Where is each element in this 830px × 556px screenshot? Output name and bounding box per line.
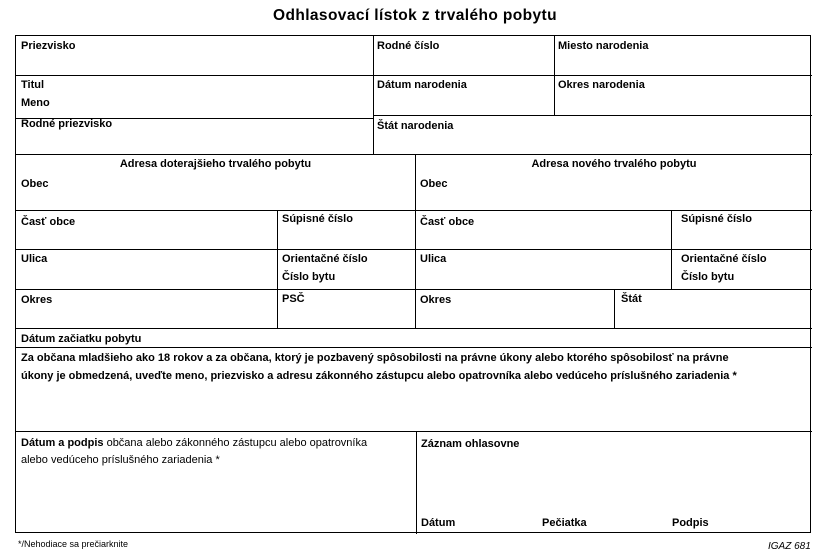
peciatka-label: Pečiatka bbox=[542, 517, 587, 529]
miesto-narodenia-label: Miesto narodenia bbox=[558, 40, 649, 52]
new-orientacne-cislo-label: Orientačné číslo bbox=[681, 253, 767, 265]
row-divider bbox=[373, 115, 812, 116]
new-stat-label: Štát bbox=[621, 293, 642, 305]
row-divider bbox=[16, 210, 812, 211]
form-code: IGAZ 681 bbox=[768, 541, 811, 552]
new-address-header: Adresa nového trvalého pobytu bbox=[531, 158, 697, 170]
old-cislo-bytu-label: Číslo bytu bbox=[282, 271, 336, 283]
podpis-label: Podpis bbox=[672, 517, 709, 529]
col-divider bbox=[554, 36, 555, 115]
new-okres-label: Okres bbox=[420, 294, 452, 306]
row-divider bbox=[16, 347, 812, 348]
old-cast-obce-label: Časť obce bbox=[21, 216, 76, 228]
meno-label: Meno bbox=[21, 97, 50, 109]
row-divider bbox=[16, 289, 812, 290]
new-cast-obce-label: Časť obce bbox=[420, 216, 475, 228]
datum-narodenia-label: Dátum narodenia bbox=[377, 79, 467, 91]
old-ulica-label: Ulica bbox=[21, 253, 48, 265]
col-divider bbox=[415, 154, 416, 328]
rodne-priezvisko-label: Rodné priezvisko bbox=[21, 118, 113, 130]
new-ulica-label: Ulica bbox=[420, 253, 447, 265]
titul-label: Titul bbox=[21, 79, 45, 91]
datum-zaciatku-label: Dátum začiatku pobytu bbox=[21, 333, 142, 345]
signature-label bbox=[21, 435, 411, 469]
priezvisko-label: Priezvisko bbox=[21, 40, 76, 52]
old-psc-label: PSČ bbox=[282, 293, 305, 305]
old-orientacne-cislo-label: Orientačné číslo bbox=[282, 253, 368, 265]
guardian-note bbox=[21, 349, 811, 385]
signature-rest-line2: alebo vedúceho príslušného zariadenia * bbox=[21, 454, 220, 466]
rodne-cislo-label: Rodné číslo bbox=[377, 40, 440, 52]
col-divider bbox=[614, 289, 615, 328]
old-okres-label: Okres bbox=[21, 294, 53, 306]
col-divider bbox=[373, 36, 374, 154]
old-supisne-cislo-label: Súpisné číslo bbox=[282, 213, 353, 225]
col-divider bbox=[671, 210, 672, 289]
new-cislo-bytu-label: Číslo bytu bbox=[681, 271, 735, 283]
col-divider bbox=[416, 431, 417, 534]
row-divider bbox=[16, 328, 812, 329]
row-divider bbox=[16, 154, 812, 155]
footnote: */Nehodiace sa prečiarknite bbox=[18, 539, 129, 549]
new-obec-label: Obec bbox=[420, 178, 448, 190]
old-obec-label: Obec bbox=[21, 178, 49, 190]
signature-bold-label: Dátum a podpis bbox=[21, 437, 104, 449]
datum-label: Dátum bbox=[421, 517, 456, 529]
stat-narodenia-label: Štát narodenia bbox=[377, 120, 454, 132]
guardian-note-line2: úkony je obmedzená, uveďte meno, priezvisko a adresu zákonného zástupcu alebo opatrovníka alebo vedúceho príslušného zariadenia * bbox=[21, 370, 737, 382]
old-address-header: Adresa doterajšieho trvalého pobytu bbox=[119, 158, 312, 170]
row-divider bbox=[16, 431, 812, 432]
row-divider bbox=[16, 75, 812, 76]
okres-narodenia-label: Okres narodenia bbox=[558, 79, 645, 91]
form-title: Odhlasovací lístok z trvalého pobytu bbox=[273, 7, 557, 24]
row-divider bbox=[16, 249, 812, 250]
signature-rest-line1: občana alebo zákonného zástupcu alebo opatrovníka bbox=[103, 437, 368, 449]
guardian-note-line1: Za občana mladšieho ako 18 rokov a za občana, ktorý je pozbavený spôsobilosti na právne úkony alebo ktorého spôsobilosť na právne bbox=[21, 352, 729, 364]
zaznam-ohlasovne-label: Záznam ohlasovne bbox=[421, 438, 520, 450]
col-divider bbox=[277, 210, 278, 328]
new-supisne-cislo-label: Súpisné číslo bbox=[681, 213, 752, 225]
form-grid bbox=[15, 35, 811, 533]
